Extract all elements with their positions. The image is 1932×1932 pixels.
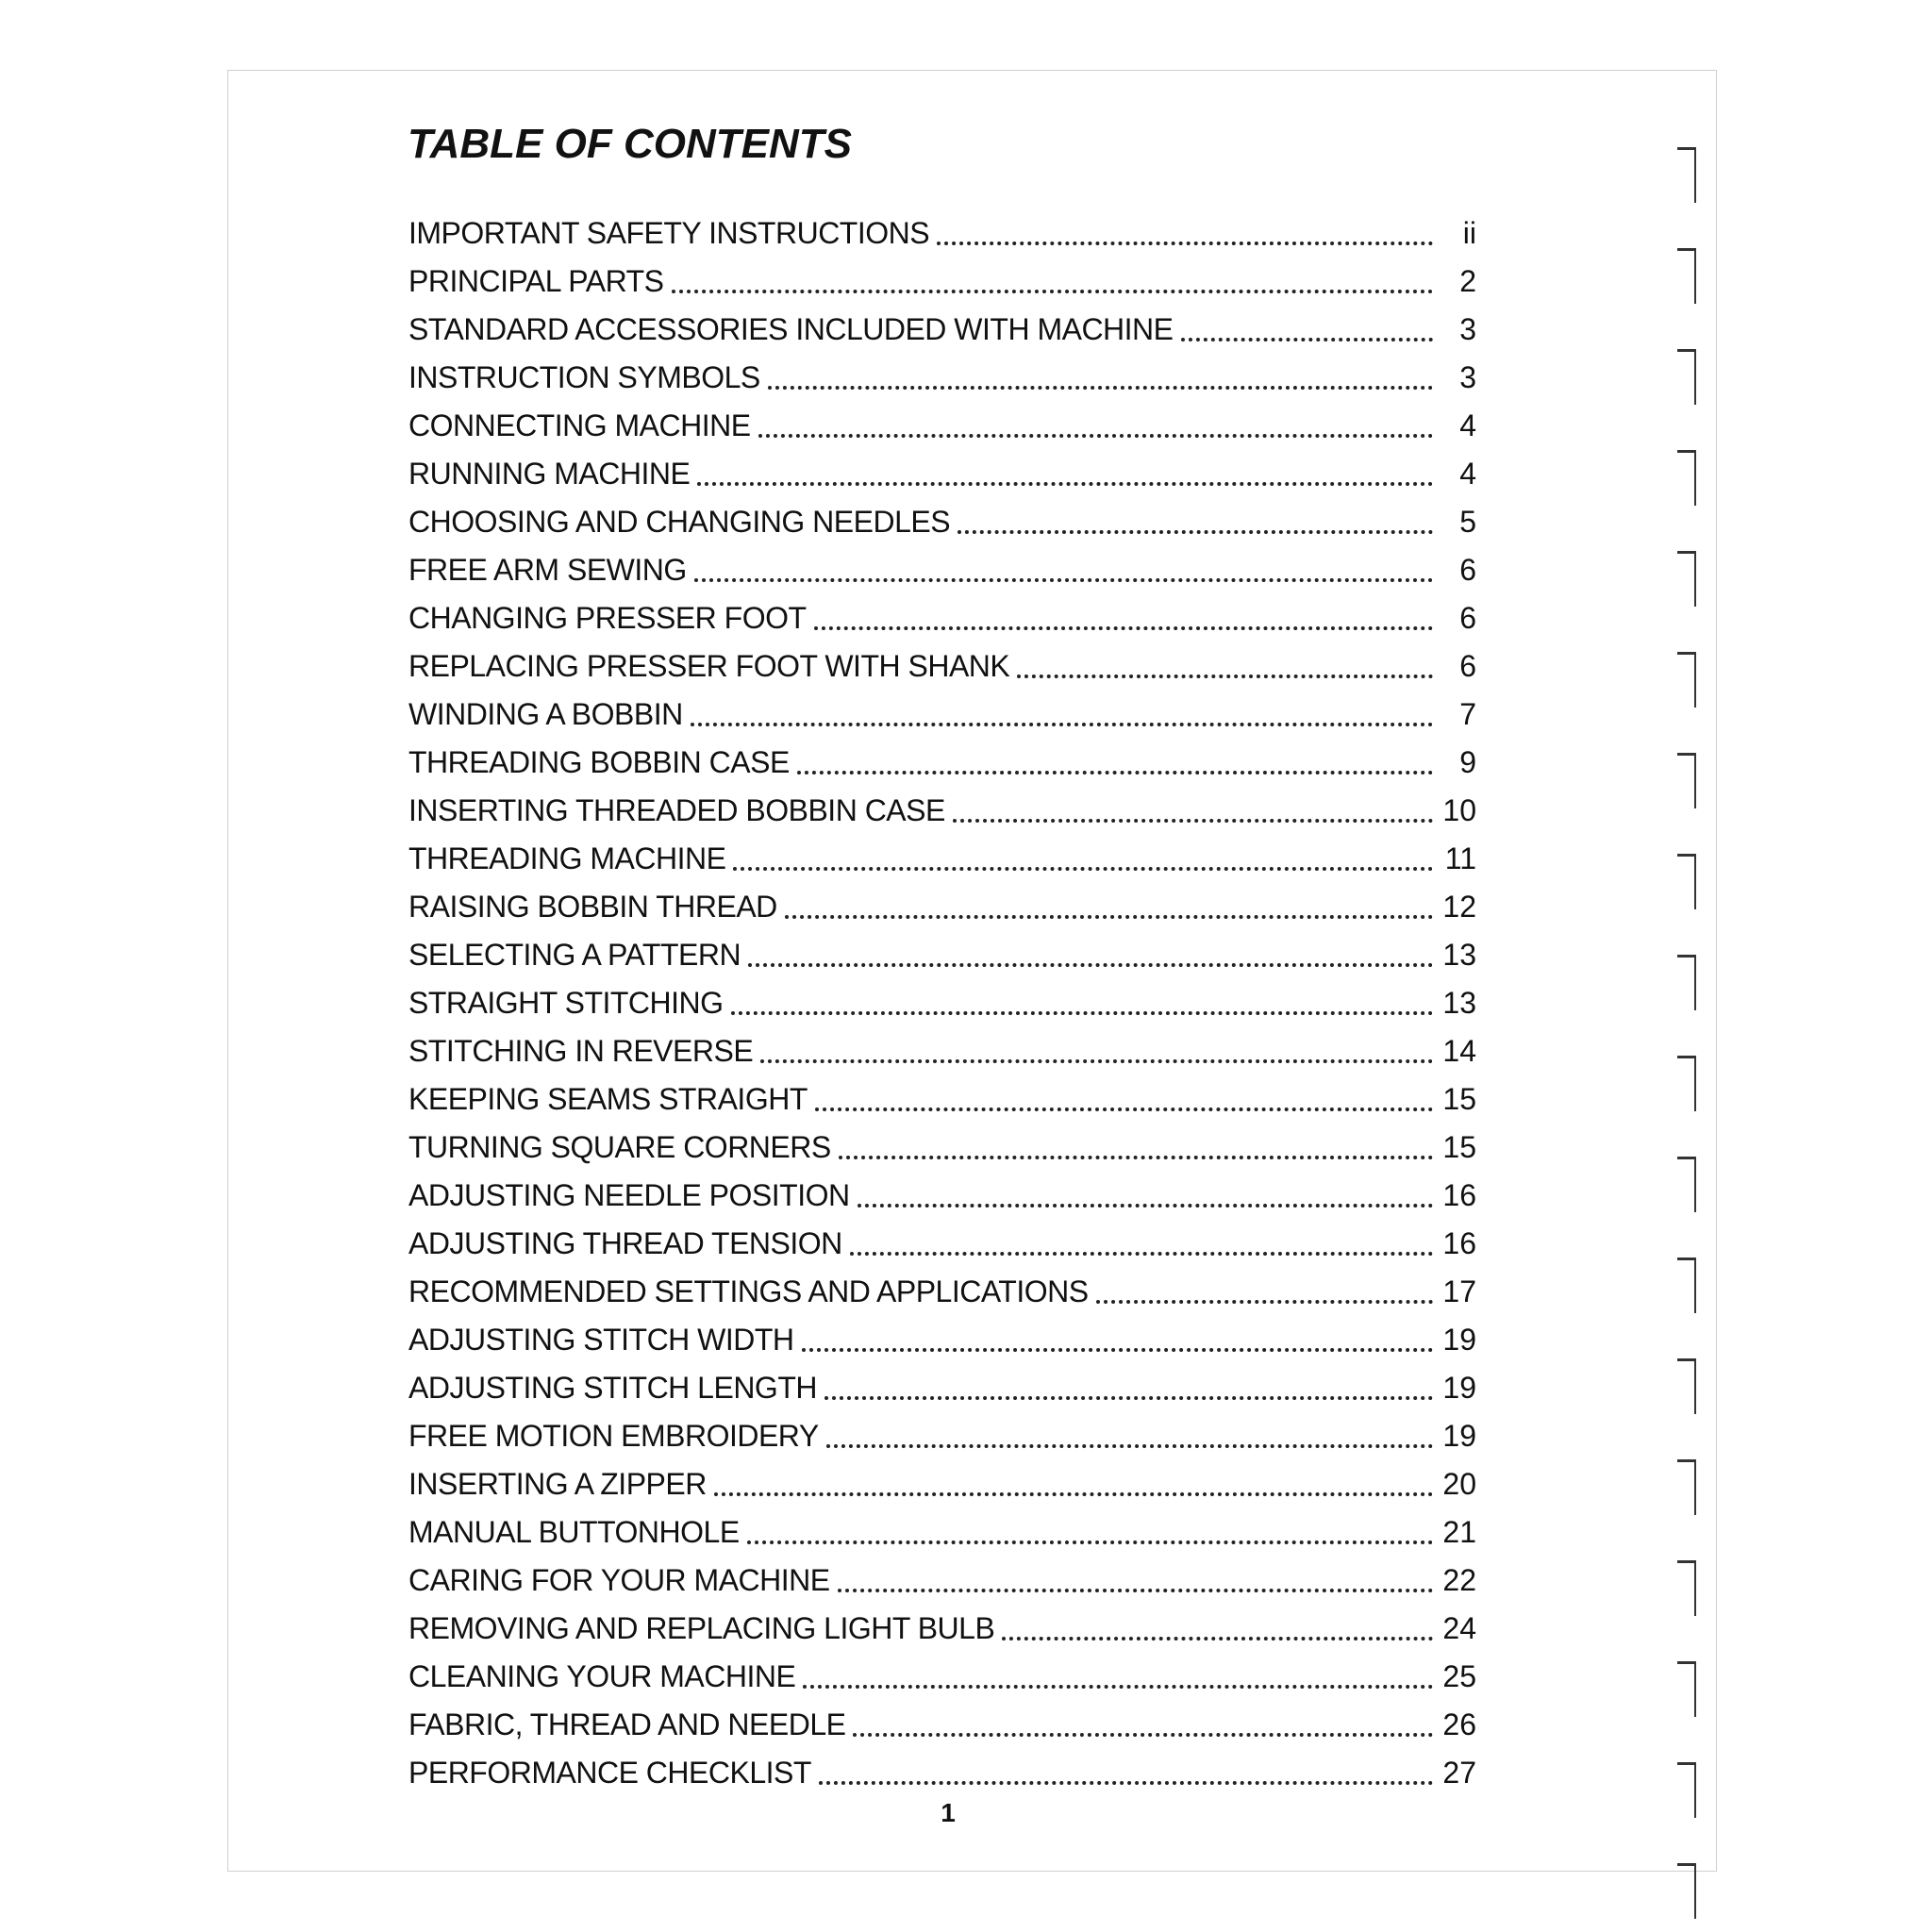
dot-leader bbox=[694, 578, 1433, 582]
toc-entry bbox=[408, 1124, 1476, 1172]
binder-tab-mark bbox=[1677, 955, 1696, 1010]
toc-entry-label: WINDING A BOBBIN bbox=[408, 697, 683, 731]
toc-entry-page: 2 bbox=[1459, 264, 1476, 298]
toc-entry bbox=[408, 546, 1476, 594]
toc-entry-page: 9 bbox=[1459, 745, 1476, 779]
toc-entry bbox=[408, 835, 1476, 883]
toc-entry-page: 22 bbox=[1442, 1563, 1476, 1597]
toc-entry-page: 27 bbox=[1442, 1756, 1476, 1790]
dot-leader bbox=[853, 1733, 1433, 1737]
toc-entry-label: INSERTING THREADED BOBBIN CASE bbox=[408, 793, 945, 827]
toc-entry bbox=[408, 209, 1476, 258]
dot-leader bbox=[826, 1444, 1433, 1448]
toc-entry-page: 15 bbox=[1442, 1082, 1476, 1116]
toc-entry-label: RAISING BOBBIN THREAD bbox=[408, 890, 777, 924]
toc-entry bbox=[408, 787, 1476, 835]
table-of-contents bbox=[408, 209, 1476, 1797]
toc-entry-label: REPLACING PRESSER FOOT WITH SHANK bbox=[408, 649, 1010, 683]
toc-entry bbox=[408, 1412, 1476, 1460]
toc-entry-page: 19 bbox=[1442, 1371, 1476, 1405]
toc-entry bbox=[408, 1172, 1476, 1220]
dot-leader bbox=[1181, 338, 1434, 341]
toc-entry bbox=[408, 1653, 1476, 1701]
dot-leader bbox=[1017, 675, 1433, 678]
toc-entry-page: 5 bbox=[1459, 505, 1476, 539]
dot-leader bbox=[747, 1541, 1433, 1544]
binder-tab-mark bbox=[1677, 248, 1696, 304]
binder-tab-mark bbox=[1677, 1863, 1696, 1919]
page-title: TABLE OF CONTENTS bbox=[408, 121, 852, 167]
toc-entry-label: CARING FOR YOUR MACHINE bbox=[408, 1563, 830, 1597]
toc-entry-page: 15 bbox=[1442, 1130, 1476, 1164]
toc-entry-page: 12 bbox=[1442, 890, 1476, 924]
toc-entry bbox=[408, 642, 1476, 691]
binder-tab-mark bbox=[1677, 1661, 1696, 1717]
toc-entry-label: STRAIGHT STITCHING bbox=[408, 986, 724, 1020]
toc-entry bbox=[408, 931, 1476, 979]
toc-entry-label: FREE MOTION EMBROIDERY bbox=[408, 1419, 819, 1453]
toc-entry-page: 3 bbox=[1459, 312, 1476, 346]
toc-entry-page: 19 bbox=[1442, 1323, 1476, 1357]
binder-tab-mark bbox=[1677, 652, 1696, 708]
toc-entry bbox=[408, 1027, 1476, 1075]
toc-entry-page: 6 bbox=[1459, 649, 1476, 683]
dot-leader bbox=[748, 963, 1433, 967]
toc-entry-label: CONNECTING MACHINE bbox=[408, 408, 751, 442]
dot-leader bbox=[1002, 1637, 1433, 1641]
toc-entry bbox=[408, 691, 1476, 739]
toc-entry bbox=[408, 1508, 1476, 1557]
toc-entry-label: FREE ARM SEWING bbox=[408, 553, 687, 587]
toc-entry-label: MANUAL BUTTONHOLE bbox=[408, 1515, 740, 1549]
toc-entry bbox=[408, 883, 1476, 931]
toc-entry bbox=[408, 1364, 1476, 1412]
toc-entry-page: 24 bbox=[1442, 1611, 1476, 1645]
toc-entry-page: 16 bbox=[1442, 1178, 1476, 1212]
toc-entry-label: RECOMMENDED SETTINGS AND APPLICATIONS bbox=[408, 1274, 1089, 1308]
binder-tab-mark bbox=[1677, 147, 1696, 203]
toc-entry-label: PERFORMANCE CHECKLIST bbox=[408, 1756, 811, 1790]
toc-entry bbox=[408, 739, 1476, 787]
toc-entry bbox=[408, 1075, 1476, 1124]
dot-leader bbox=[839, 1156, 1433, 1159]
dot-leader bbox=[785, 915, 1433, 919]
toc-entry-label: FABRIC, THREAD AND NEEDLE bbox=[408, 1707, 846, 1741]
toc-entry-label: SELECTING A PATTERN bbox=[408, 938, 741, 972]
toc-entry bbox=[408, 1220, 1476, 1268]
toc-entry bbox=[408, 450, 1476, 498]
toc-entry bbox=[408, 1268, 1476, 1316]
toc-entry bbox=[408, 979, 1476, 1027]
toc-entry-label: CLEANING YOUR MACHINE bbox=[408, 1659, 796, 1693]
toc-entry-label: TURNING SQUARE CORNERS bbox=[408, 1130, 831, 1164]
toc-entry-page: 7 bbox=[1459, 697, 1476, 731]
binder-tab-mark bbox=[1677, 1560, 1696, 1616]
toc-entry-label: CHOOSING AND CHANGING NEEDLES bbox=[408, 505, 951, 539]
dot-leader bbox=[838, 1589, 1433, 1592]
binder-tab-mark bbox=[1677, 1358, 1696, 1414]
toc-entry-page: 6 bbox=[1459, 553, 1476, 587]
toc-entry-label: ADJUSTING STITCH WIDTH bbox=[408, 1323, 794, 1357]
toc-entry-page: 13 bbox=[1442, 938, 1476, 972]
dot-leader bbox=[850, 1252, 1433, 1256]
binder-tab-marks bbox=[1672, 70, 1709, 1872]
toc-entry-label: IMPORTANT SAFETY INSTRUCTIONS bbox=[408, 216, 930, 250]
dot-leader bbox=[815, 1108, 1433, 1111]
toc-entry-page: 14 bbox=[1442, 1034, 1476, 1068]
dot-leader bbox=[691, 723, 1433, 726]
toc-entry bbox=[408, 594, 1476, 642]
dot-leader bbox=[731, 1011, 1433, 1015]
dot-leader bbox=[768, 386, 1433, 390]
dot-leader bbox=[814, 626, 1433, 630]
dot-leader bbox=[697, 482, 1433, 486]
dot-leader bbox=[758, 434, 1433, 438]
toc-entry-page: 4 bbox=[1459, 457, 1476, 491]
dot-leader bbox=[803, 1685, 1433, 1689]
toc-entry-page: 17 bbox=[1442, 1274, 1476, 1308]
toc-entry-label: ADJUSTING THREAD TENSION bbox=[408, 1226, 842, 1260]
toc-entry-page: 3 bbox=[1459, 360, 1476, 394]
toc-entry-page: 16 bbox=[1442, 1226, 1476, 1260]
toc-entry-page: 6 bbox=[1459, 601, 1476, 635]
toc-entry-page: 26 bbox=[1442, 1707, 1476, 1741]
dot-leader bbox=[760, 1059, 1433, 1063]
toc-entry-label: PRINCIPAL PARTS bbox=[408, 264, 664, 298]
dot-leader bbox=[802, 1348, 1433, 1352]
toc-entry-label: KEEPING SEAMS STRAIGHT bbox=[408, 1082, 808, 1116]
toc-entry-label: STANDARD ACCESSORIES INCLUDED WITH MACHINE bbox=[408, 312, 1174, 346]
toc-entry-label: ADJUSTING STITCH LENGTH bbox=[408, 1371, 817, 1405]
toc-entry-page: ii bbox=[1462, 216, 1476, 250]
binder-tab-mark bbox=[1677, 1762, 1696, 1818]
binder-tab-mark bbox=[1677, 450, 1696, 506]
dot-leader bbox=[958, 530, 1433, 534]
toc-entry-label: THREADING BOBBIN CASE bbox=[408, 745, 790, 779]
toc-entry-page: 25 bbox=[1442, 1659, 1476, 1693]
dot-leader bbox=[819, 1781, 1433, 1785]
page-number: 1 bbox=[941, 1798, 956, 1827]
toc-entry-label: REMOVING AND REPLACING LIGHT BULB bbox=[408, 1611, 995, 1645]
toc-entry-label: RUNNING MACHINE bbox=[408, 457, 691, 491]
toc-entry-label: THREADING MACHINE bbox=[408, 841, 726, 875]
toc-entry bbox=[408, 354, 1476, 402]
binder-tab-mark bbox=[1677, 1257, 1696, 1313]
toc-entry bbox=[408, 306, 1476, 354]
toc-entry-page: 4 bbox=[1459, 408, 1476, 442]
binder-tab-mark bbox=[1677, 854, 1696, 909]
dot-leader bbox=[797, 771, 1433, 774]
toc-entry-label: ADJUSTING NEEDLE POSITION bbox=[408, 1178, 850, 1212]
toc-entry bbox=[408, 258, 1476, 306]
dot-leader bbox=[1096, 1300, 1433, 1304]
toc-entry bbox=[408, 1605, 1476, 1653]
binder-tab-mark bbox=[1677, 551, 1696, 607]
dot-leader bbox=[672, 290, 1434, 293]
dot-leader bbox=[733, 867, 1433, 871]
dot-leader bbox=[824, 1396, 1433, 1400]
toc-entry-page: 21 bbox=[1442, 1515, 1476, 1549]
toc-entry-label: INSTRUCTION SYMBOLS bbox=[408, 360, 760, 394]
binder-tab-mark bbox=[1677, 1459, 1696, 1515]
binder-tab-mark bbox=[1677, 1157, 1696, 1212]
toc-entry bbox=[408, 1701, 1476, 1749]
toc-entry-page: 10 bbox=[1442, 793, 1476, 827]
toc-entry-page: 13 bbox=[1442, 986, 1476, 1020]
binder-tab-mark bbox=[1677, 349, 1696, 405]
toc-entry bbox=[408, 1557, 1476, 1605]
toc-entry-page: 11 bbox=[1444, 841, 1476, 875]
toc-entry-label: CHANGING PRESSER FOOT bbox=[408, 601, 807, 635]
dot-leader bbox=[714, 1492, 1433, 1496]
toc-entry-page: 20 bbox=[1442, 1467, 1476, 1501]
toc-entry bbox=[408, 1460, 1476, 1508]
toc-entry bbox=[408, 1749, 1476, 1797]
toc-entry-label: INSERTING A ZIPPER bbox=[408, 1467, 707, 1501]
dot-leader bbox=[953, 819, 1433, 823]
toc-entry-page: 19 bbox=[1442, 1419, 1476, 1453]
toc-entry bbox=[408, 1316, 1476, 1364]
toc-entry bbox=[408, 402, 1476, 450]
toc-entry bbox=[408, 498, 1476, 546]
binder-tab-mark bbox=[1677, 1056, 1696, 1111]
binder-tab-mark bbox=[1677, 753, 1696, 808]
toc-entry-label: STITCHING IN REVERSE bbox=[408, 1034, 754, 1068]
dot-leader bbox=[937, 242, 1433, 245]
dot-leader bbox=[858, 1204, 1433, 1208]
